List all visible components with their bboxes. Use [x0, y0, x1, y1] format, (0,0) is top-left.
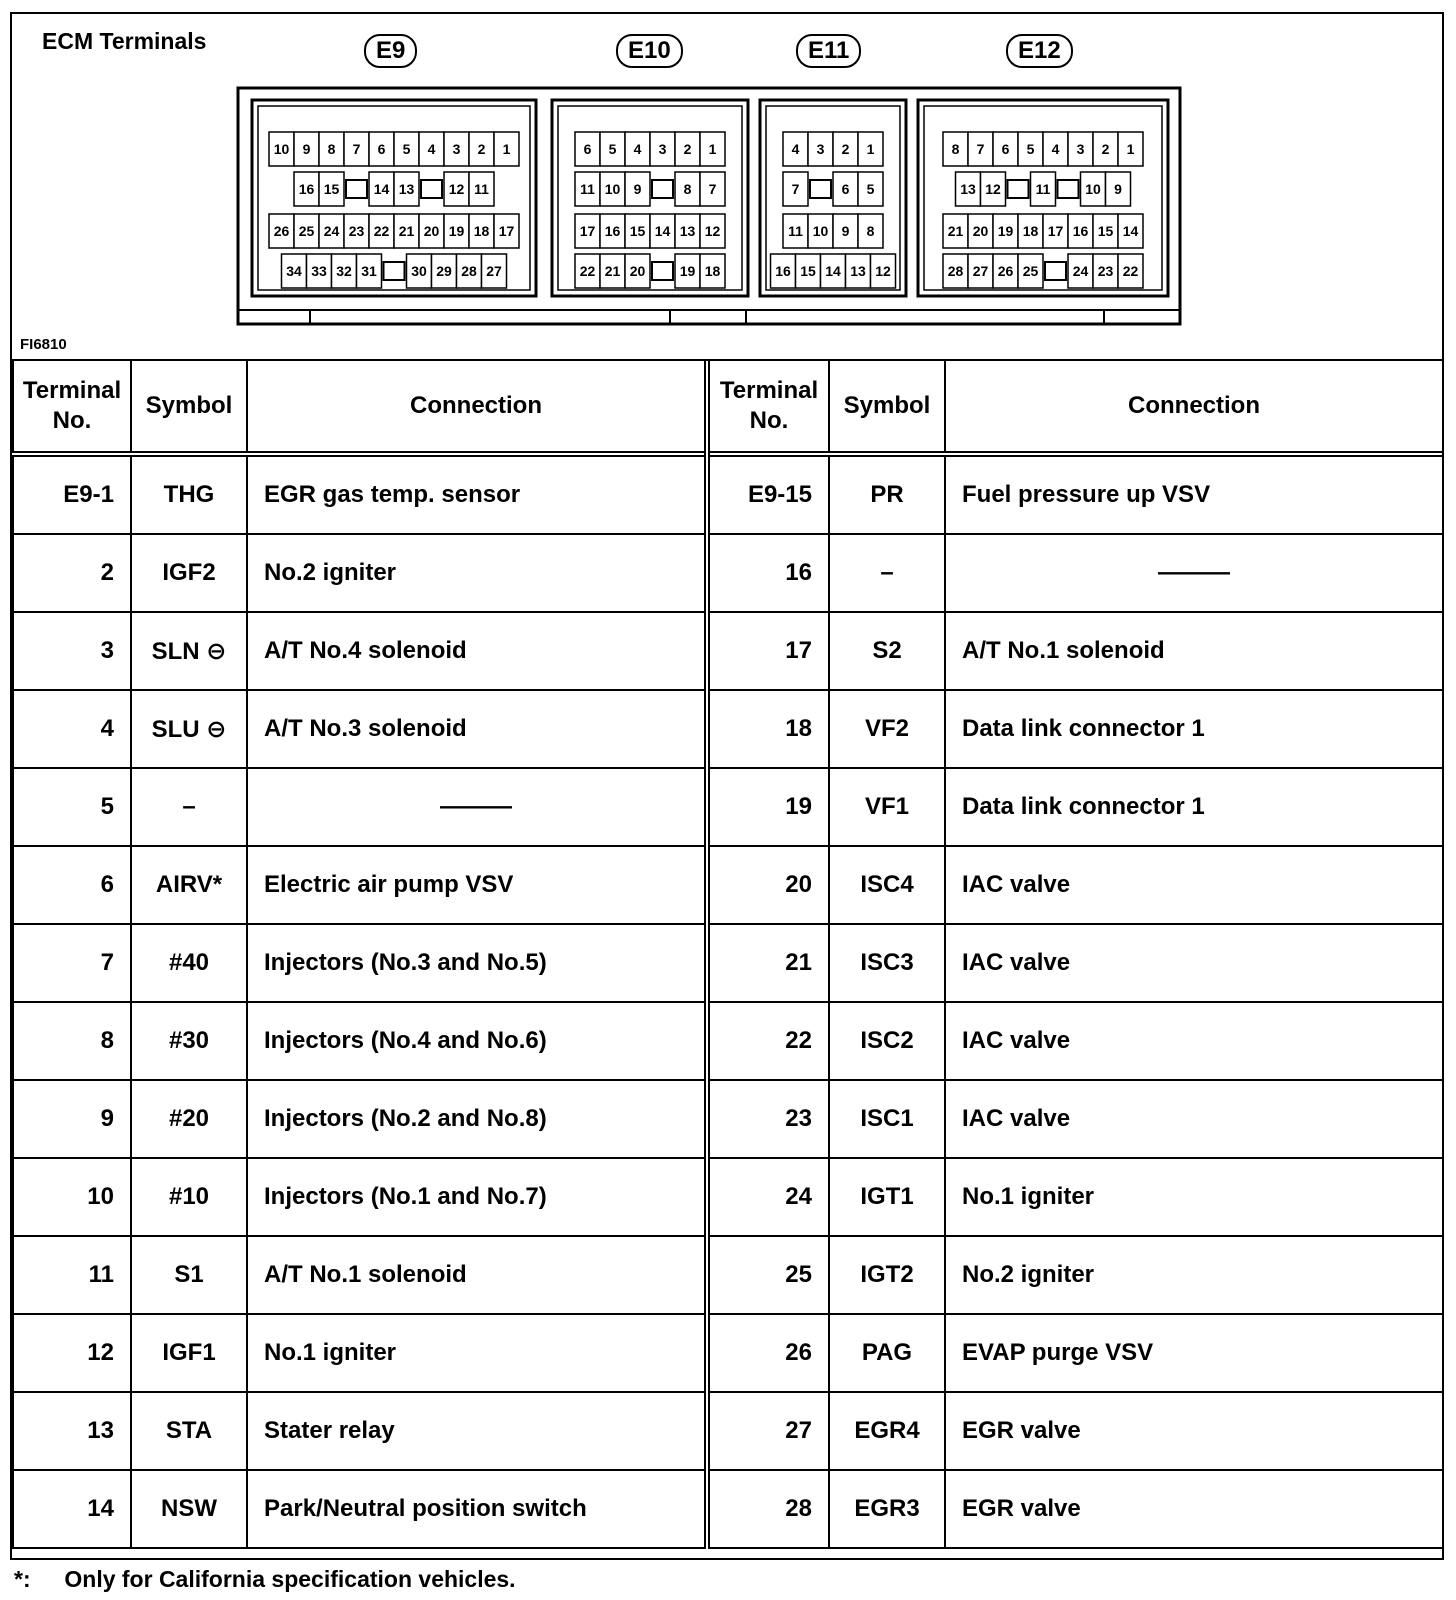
connection-left: Injectors (No.2 and No.8): [247, 1080, 707, 1158]
connection-right: Data link connector 1: [945, 690, 1443, 768]
ecm-connector-drawing: [12, 14, 1442, 359]
connector-key-slot: [652, 180, 673, 198]
connection-right: A/T No.1 solenoid: [945, 612, 1443, 690]
terminal-pin-label: 9: [1114, 181, 1122, 197]
terminal-no-right: E9-15: [707, 454, 829, 534]
figure-id: FI6810: [20, 336, 67, 353]
connector-key-slot: [652, 262, 673, 280]
connection-left: ———: [247, 768, 707, 846]
table-row: [13, 1470, 1443, 1548]
terminal-pin-label: 21: [398, 223, 415, 239]
terminal-pin-label: 20: [629, 263, 646, 279]
terminal-pin-label: 12: [704, 223, 721, 239]
table-row: [13, 612, 1443, 690]
terminal-pin-label: 10: [604, 181, 621, 197]
symbol-right: VF1: [829, 768, 945, 846]
header-terminal-left: Terminal No.: [13, 360, 131, 454]
terminal-pin-label: 5: [866, 181, 875, 197]
terminal-pin-label: 10: [1085, 181, 1101, 197]
symbol-right: VF2: [829, 690, 945, 768]
terminal-pin-label: 14: [825, 263, 841, 279]
symbol-left: IGF2: [131, 534, 247, 612]
terminal-pin-label: 1: [502, 141, 511, 157]
connection-right: IAC valve: [945, 1002, 1443, 1080]
symbol-right: –: [829, 534, 945, 612]
connection-right: IAC valve: [945, 924, 1443, 1002]
table-row: [13, 1236, 1443, 1314]
terminal-pin-label: 24: [1072, 263, 1089, 279]
terminal-pin-label: 15: [323, 181, 340, 197]
table-row: [13, 454, 1443, 534]
terminal-no-right: 16: [707, 534, 829, 612]
terminal-pin-label: 17: [498, 223, 515, 239]
connection-left: Park/Neutral position switch: [247, 1470, 707, 1548]
terminal-pin-label: 15: [800, 263, 816, 279]
terminal-no-left: E9-1: [13, 454, 131, 534]
table-row: [13, 534, 1443, 612]
symbol-left: SLU ⊖: [131, 690, 247, 768]
symbol-right: ISC2: [829, 1002, 945, 1080]
terminal-pin-label: 3: [658, 141, 667, 157]
terminal-pin-label: 6: [583, 141, 592, 157]
terminal-pin-label: 8: [327, 141, 336, 157]
connection-right: EVAP purge VSV: [945, 1314, 1443, 1392]
terminal-pin-label: 27: [972, 263, 989, 279]
connection-right: Fuel pressure up VSV: [945, 454, 1443, 534]
terminal-pin-label: 13: [679, 223, 696, 239]
terminal-pin-label: 23: [1097, 263, 1114, 279]
symbol-right: ISC3: [829, 924, 945, 1002]
terminal-pin-label: 3: [1076, 141, 1085, 157]
symbol-right: PR: [829, 454, 945, 534]
connector-label-e12: E12: [1006, 34, 1073, 68]
footnote-text: Only for California specification vehicles.: [64, 1566, 516, 1592]
terminal-pin-label: 11: [580, 181, 595, 197]
symbol-left: NSW: [131, 1470, 247, 1548]
terminal-no-right: 23: [707, 1080, 829, 1158]
header-connection-left: Connection: [247, 360, 707, 454]
connector-label-e9: E9: [364, 34, 417, 68]
connection-left: A/T No.3 solenoid: [247, 690, 707, 768]
connection-left: Injectors (No.1 and No.7): [247, 1158, 707, 1236]
terminal-pin-label: 9: [841, 223, 850, 239]
connector-key-slot: [421, 180, 442, 198]
connection-left: Stater relay: [247, 1392, 707, 1470]
symbol-right: ISC1: [829, 1080, 945, 1158]
symbol-left: AIRV*: [131, 846, 247, 924]
connection-left: A/T No.1 solenoid: [247, 1236, 707, 1314]
terminal-pin-label: 16: [775, 263, 791, 279]
table-row: [13, 1314, 1443, 1392]
terminal-no-left: 6: [13, 846, 131, 924]
connection-right: IAC valve: [945, 1080, 1443, 1158]
symbol-left: THG: [131, 454, 247, 534]
terminal-pin-label: 33: [311, 263, 327, 279]
connection-right: No.1 igniter: [945, 1158, 1443, 1236]
terminal-pin-label: 21: [947, 223, 964, 239]
footnote: [14, 1566, 516, 1593]
terminal-pin-label: 27: [486, 263, 502, 279]
terminal-no-right: 20: [707, 846, 829, 924]
header-symbol-left: Symbol: [131, 360, 247, 454]
terminal-pin-label: 14: [373, 181, 390, 197]
terminal-pin-label: 13: [960, 181, 976, 197]
terminal-pin-label: 28: [947, 263, 964, 279]
terminal-pin-label: 13: [398, 181, 415, 197]
connector-label-e11: E11: [796, 34, 861, 68]
terminal-pin-label: 2: [841, 141, 850, 157]
connection-right: No.2 igniter: [945, 1236, 1443, 1314]
terminal-no-right: 21: [707, 924, 829, 1002]
terminal-pin-label: 2: [1101, 141, 1110, 157]
terminal-pin-label: 5: [1026, 141, 1035, 157]
ecm-housing-foot-left: [238, 310, 310, 324]
terminal-layer: [252, 100, 1168, 296]
terminal-pin-label: 18: [704, 263, 721, 279]
connector-key-slot: [1045, 262, 1066, 280]
table-row: [13, 768, 1443, 846]
terminal-pin-label: 4: [633, 141, 642, 157]
terminal-no-left: 9: [13, 1080, 131, 1158]
symbol-right: IGT1: [829, 1158, 945, 1236]
terminal-no-left: 14: [13, 1470, 131, 1548]
ecm-housing-foot-middle: [670, 310, 746, 324]
connector-key-slot: [384, 262, 405, 280]
terminal-pin-label: 12: [448, 181, 465, 197]
symbol-left: #30: [131, 1002, 247, 1080]
ecm-housing-foot-right: [1104, 310, 1180, 324]
table-row: [13, 1080, 1443, 1158]
connector-key-slot: [1008, 180, 1029, 198]
connector-key-slot: [1058, 180, 1079, 198]
terminal-pin-label: 9: [633, 181, 642, 197]
terminal-pin-label: 2: [683, 141, 692, 157]
terminal-pin-label: 1: [708, 141, 717, 157]
table-row: [13, 924, 1443, 1002]
header-connection-right: Connection: [945, 360, 1443, 454]
symbol-left: IGF1: [131, 1314, 247, 1392]
terminal-pin-label: 16: [1072, 223, 1089, 239]
terminal-pin-label: 4: [1051, 141, 1060, 157]
terminal-pin-label: 10: [812, 223, 829, 239]
terminal-pin-label: 23: [348, 223, 365, 239]
terminal-pin-label: 20: [972, 223, 989, 239]
terminal-pin-label: 26: [273, 223, 290, 239]
terminal-pin-label: 24: [323, 223, 340, 239]
terminal-no-right: 27: [707, 1392, 829, 1470]
terminal-no-left: 7: [13, 924, 131, 1002]
terminal-pin-label: 11: [788, 223, 803, 239]
terminal-pin-label: 25: [1022, 263, 1039, 279]
connection-right: IAC valve: [945, 846, 1443, 924]
terminal-no-left: 13: [13, 1392, 131, 1470]
table-row: [13, 1392, 1443, 1470]
terminal-pin-label: 18: [473, 223, 490, 239]
terminal-pin-label: 9: [302, 141, 311, 157]
terminal-pin-label: 17: [1047, 223, 1064, 239]
terminal-pin-label: 22: [1122, 263, 1139, 279]
connection-left: Injectors (No.3 and No.5): [247, 924, 707, 1002]
symbol-left: #10: [131, 1158, 247, 1236]
terminal-pin-label: 17: [579, 223, 596, 239]
connection-left: A/T No.4 solenoid: [247, 612, 707, 690]
connection-right: EGR valve: [945, 1470, 1443, 1548]
table-header-row: [13, 360, 1443, 454]
terminal-pin-label: 1: [866, 141, 875, 157]
terminal-pin-label: 7: [352, 141, 361, 157]
symbol-right: EGR4: [829, 1392, 945, 1470]
terminal-no-right: 28: [707, 1470, 829, 1548]
terminal-pin-label: 12: [985, 181, 1001, 197]
terminal-pin-label: 11: [1035, 181, 1051, 197]
terminal-pin-label: 19: [679, 263, 696, 279]
terminal-pin-label: 6: [377, 141, 386, 157]
terminal-no-left: 3: [13, 612, 131, 690]
terminal-pin-label: 16: [604, 223, 621, 239]
terminal-no-left: 12: [13, 1314, 131, 1392]
terminal-no-left: 2: [13, 534, 131, 612]
terminal-no-right: 26: [707, 1314, 829, 1392]
symbol-left: STA: [131, 1392, 247, 1470]
terminal-table: [12, 359, 1444, 1549]
terminal-pin-label: 22: [579, 263, 596, 279]
terminal-pin-label: 5: [402, 141, 411, 157]
terminal-pin-label: 14: [1122, 223, 1139, 239]
connector-diagram: [12, 14, 1442, 361]
terminal-pin-label: 3: [816, 141, 825, 157]
terminal-pin-label: 34: [286, 263, 302, 279]
symbol-right: PAG: [829, 1314, 945, 1392]
table-row: [13, 846, 1443, 924]
symbol-left: SLN ⊖: [131, 612, 247, 690]
terminal-pin-label: 8: [951, 141, 960, 157]
terminal-pin-label: 13: [850, 263, 866, 279]
terminal-no-right: 22: [707, 1002, 829, 1080]
terminal-pin-label: 8: [866, 223, 875, 239]
terminal-pin-label: 16: [298, 181, 315, 197]
terminal-no-right: 18: [707, 690, 829, 768]
table-row: [13, 1158, 1443, 1236]
terminal-pin-label: 15: [629, 223, 646, 239]
table-row: [13, 1002, 1443, 1080]
header-symbol-right: Symbol: [829, 360, 945, 454]
terminal-pin-label: 30: [411, 263, 427, 279]
terminal-pin-label: 19: [448, 223, 465, 239]
connector-label-e10: E10: [616, 34, 683, 68]
terminal-pin-label: 8: [683, 181, 692, 197]
terminal-pin-label: 29: [436, 263, 452, 279]
symbol-left: –: [131, 768, 247, 846]
connection-left: EGR gas temp. sensor: [247, 454, 707, 534]
page-frame: [10, 12, 1444, 1560]
terminal-no-left: 8: [13, 1002, 131, 1080]
connector-key-slot: [346, 180, 367, 198]
terminal-pin-label: 19: [997, 223, 1014, 239]
terminal-no-right: 17: [707, 612, 829, 690]
terminal-pin-label: 21: [604, 263, 621, 279]
terminal-no-right: 24: [707, 1158, 829, 1236]
terminal-pin-label: 5: [608, 141, 617, 157]
terminal-pin-label: 14: [654, 223, 671, 239]
terminal-no-left: 11: [13, 1236, 131, 1314]
terminal-pin-label: 22: [373, 223, 390, 239]
terminal-no-left: 10: [13, 1158, 131, 1236]
terminal-pin-label: 10: [273, 141, 290, 157]
connection-right: ———: [945, 534, 1443, 612]
connection-left: Injectors (No.4 and No.6): [247, 1002, 707, 1080]
connection-left: Electric air pump VSV: [247, 846, 707, 924]
terminal-pin-label: 7: [791, 181, 800, 197]
terminal-pin-label: 31: [361, 263, 377, 279]
terminal-no-left: 5: [13, 768, 131, 846]
symbol-left: S1: [131, 1236, 247, 1314]
terminal-pin-label: 20: [423, 223, 440, 239]
diagram-title: ECM Terminals: [42, 28, 207, 54]
terminal-pin-label: 26: [997, 263, 1014, 279]
table-row: [13, 690, 1443, 768]
symbol-right: S2: [829, 612, 945, 690]
connection-left: No.2 igniter: [247, 534, 707, 612]
connection-right: Data link connector 1: [945, 768, 1443, 846]
terminal-pin-label: 4: [791, 141, 800, 157]
connection-left: No.1 igniter: [247, 1314, 707, 1392]
connection-right: EGR valve: [945, 1392, 1443, 1470]
terminal-pin-label: 25: [298, 223, 315, 239]
terminal-pin-label: 4: [427, 141, 436, 157]
symbol-left: #40: [131, 924, 247, 1002]
terminal-pin-label: 6: [841, 181, 850, 197]
terminal-pin-label: 2: [477, 141, 486, 157]
symbol-left: #20: [131, 1080, 247, 1158]
terminal-pin-label: 15: [1097, 223, 1114, 239]
terminal-pin-label: 11: [474, 181, 489, 197]
terminal-pin-label: 18: [1022, 223, 1039, 239]
terminal-no-right: 19: [707, 768, 829, 846]
header-terminal-right: Terminal No.: [707, 360, 829, 454]
terminal-no-right: 25: [707, 1236, 829, 1314]
terminal-pin-label: 12: [875, 263, 891, 279]
symbol-right: ISC4: [829, 846, 945, 924]
connector-key-slot: [810, 180, 831, 198]
terminal-pin-label: 7: [708, 181, 717, 197]
symbol-right: IGT2: [829, 1236, 945, 1314]
terminal-pin-label: 3: [452, 141, 461, 157]
symbol-right: EGR3: [829, 1470, 945, 1548]
footnote-mark: *:: [14, 1566, 31, 1592]
terminal-pin-label: 32: [336, 263, 352, 279]
terminal-pin-label: 1: [1126, 141, 1135, 157]
terminal-pin-label: 7: [976, 141, 985, 157]
terminal-pin-label: 28: [461, 263, 477, 279]
terminal-pin-label: 6: [1001, 141, 1010, 157]
terminal-no-left: 4: [13, 690, 131, 768]
